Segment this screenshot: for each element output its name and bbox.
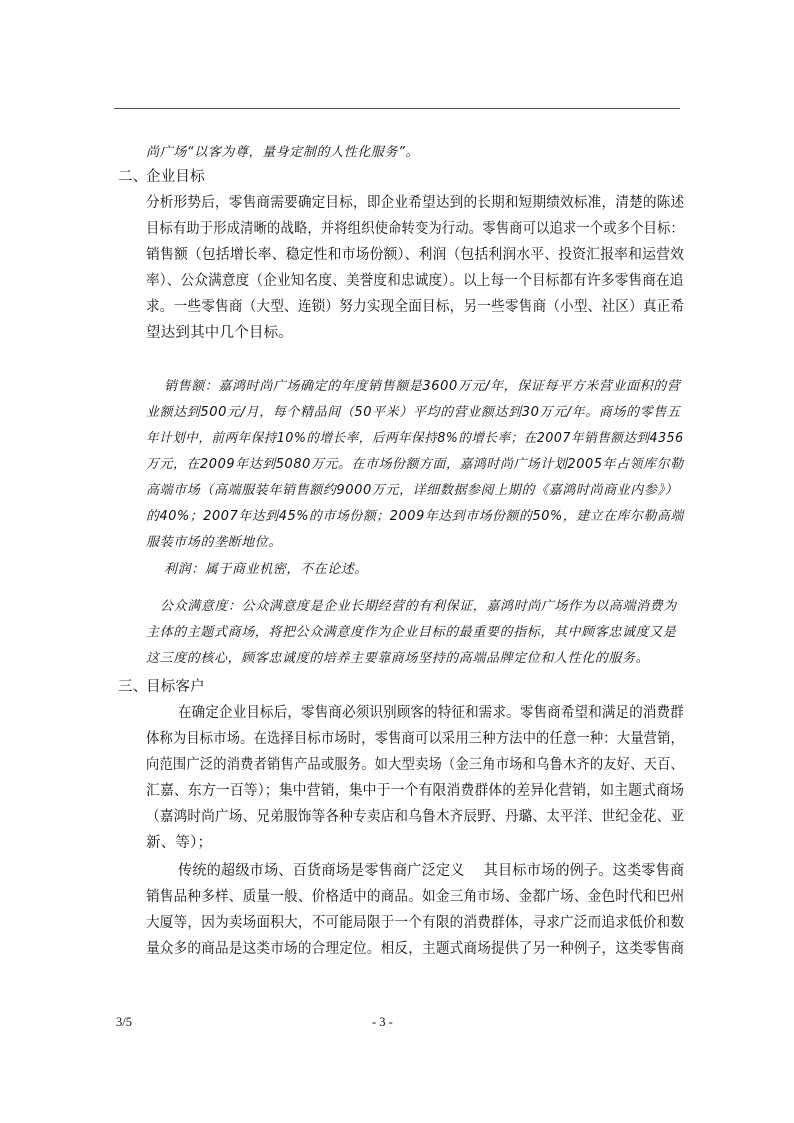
section-3-number: 三、 (118, 679, 148, 695)
satisfaction-line-2: 主体的主题式商场，将把公众满意度作为企业目标的最重要的指标，其中顾客忠诚度又是 (146, 625, 677, 640)
satisfaction-line-3: 这三度的核心，顾客忠诚度的培养主要靠商场坚持的高端品牌定位和人性化的服务。 (146, 651, 650, 666)
para-continuation-line: 尚广场“以客为尊，量身定制的人性化服务”。 (146, 145, 420, 160)
footer-page-number: - 3 - (372, 1015, 393, 1029)
header-rule (114, 108, 680, 109)
para-goals-line-5: 求。一些零售商（大型、连锁）努力实现全面目标，另一些零售商（小型、社区）真正希 (146, 299, 685, 315)
section-2-title (146, 167, 205, 187)
para-traditional-line-1: 传统的超级市场、百货商场是零售商广泛定义 其目标市场的例子。这类零售商 (178, 863, 685, 879)
sales-line-6: 的40%；2007年达到45%的市场份额；2009年达到市场份额的50%，建立在库尔勒高端 (146, 509, 684, 524)
satisfaction-line-1: 公众满意度：公众满意度是企业长期经营的有利保证，嘉鸿时尚广场作为以高端消费为 (160, 599, 677, 614)
para-target-line-2: 体称为目标市场。在选择目标市场时，零售商可以采用三种方法中的任意一种：大量营销， (146, 731, 684, 747)
profit-line: 利润：属于商业机密，不在论述。 (164, 562, 369, 577)
sales-line-1: 销售额：嘉鸿时尚广场确定的年度销售额是3600万元/年，保证每平方米营业面积的营 (164, 379, 681, 394)
sales-line-7: 服装市场的垄断地位。 (146, 535, 283, 550)
para-goals-line-2: 目标有助于形成清晰的战略，并将组织使命转变为行动。零售商可以追求一个或多个目标： (146, 221, 684, 237)
section-3-title: 目标客户 (146, 679, 205, 695)
section-2-heading (118, 167, 147, 187)
sales-line-3: 年计划中，前两年保持10%的增长率，后两年保持8%的增长率；在2007年销售额达到4356 (146, 431, 684, 446)
para-goals-line-4: 率）、公众满意度（企业知名度、美誉度和忠诚度）。以上每一个目标都有许多零售商在追 (146, 273, 684, 289)
para-traditional-line-3: 大厦等，因为卖场面积大，不可能局限于一个有限的消费群体，寻求广泛而追求低价和数 (146, 915, 685, 931)
para-target-line-3: 向范围广泛的消费者销售产品或服务。如大型卖场（金三角市场和乌鲁木齐的友好、天百、 (146, 757, 684, 773)
para-target-line-4: 汇嘉、东方一百等）；集中营销，集中于一个有限消费群体的差异化营销，如主题式商场 (146, 783, 685, 799)
para-target-line-1: 在确定企业目标后，零售商必须识别顾客的特征和需求。零售商希望和满足的消费群 (178, 705, 684, 721)
sales-line-4: 万元，在2009年达到5080万元。在市场份额方面，嘉鸿时尚广场计划2005年占领库尔勒 (146, 457, 684, 472)
para-goals-line-1: 分析形势后，零售商需要确定目标，即企业希望达到的长期和短期绩效标准，清楚的陈述 (146, 195, 685, 211)
para-continuation (146, 143, 419, 163)
para-traditional-line-2: 销售品种多样、质量一般、价格适中的商品。如金三角市场、金都广场、金色时代和巴州 (146, 889, 685, 905)
para-traditional-line-4: 量众多的商品是这类市场的合理定位。相反，主题式商场提供了另一种例子，这类零售商 (146, 941, 685, 957)
footer-page-fraction: 3/5 (116, 1015, 132, 1029)
sales-line-5: 高端市场（高端服装年销售额约9000万元，详细数据参阅上期的《嘉鸿时尚商业内参》） (146, 483, 679, 498)
para-target-line-6: 新、等）； (146, 835, 213, 851)
section-2-title-text: 企业目标 (146, 169, 205, 185)
para-target-line-5: （嘉鸿时尚广场、兄弟服饰等各种专卖店和乌鲁木齐辰野、丹璐、太平洋、世纪金花、亚 (146, 809, 685, 825)
para-goals-line-6: 望达到其中几个目标。 (146, 325, 293, 341)
sales-line-2: 业额达到500元/月，每个精品间（50平米）平均的营业额达到30万元/年。商场的零售五 (146, 405, 681, 420)
para-goals-line-3: 销售额（包括增长率、稳定性和市场份额）、利润（包括利润水平、投资汇报率和运营效 (146, 247, 685, 263)
section-2-number: 二、 (118, 169, 148, 185)
